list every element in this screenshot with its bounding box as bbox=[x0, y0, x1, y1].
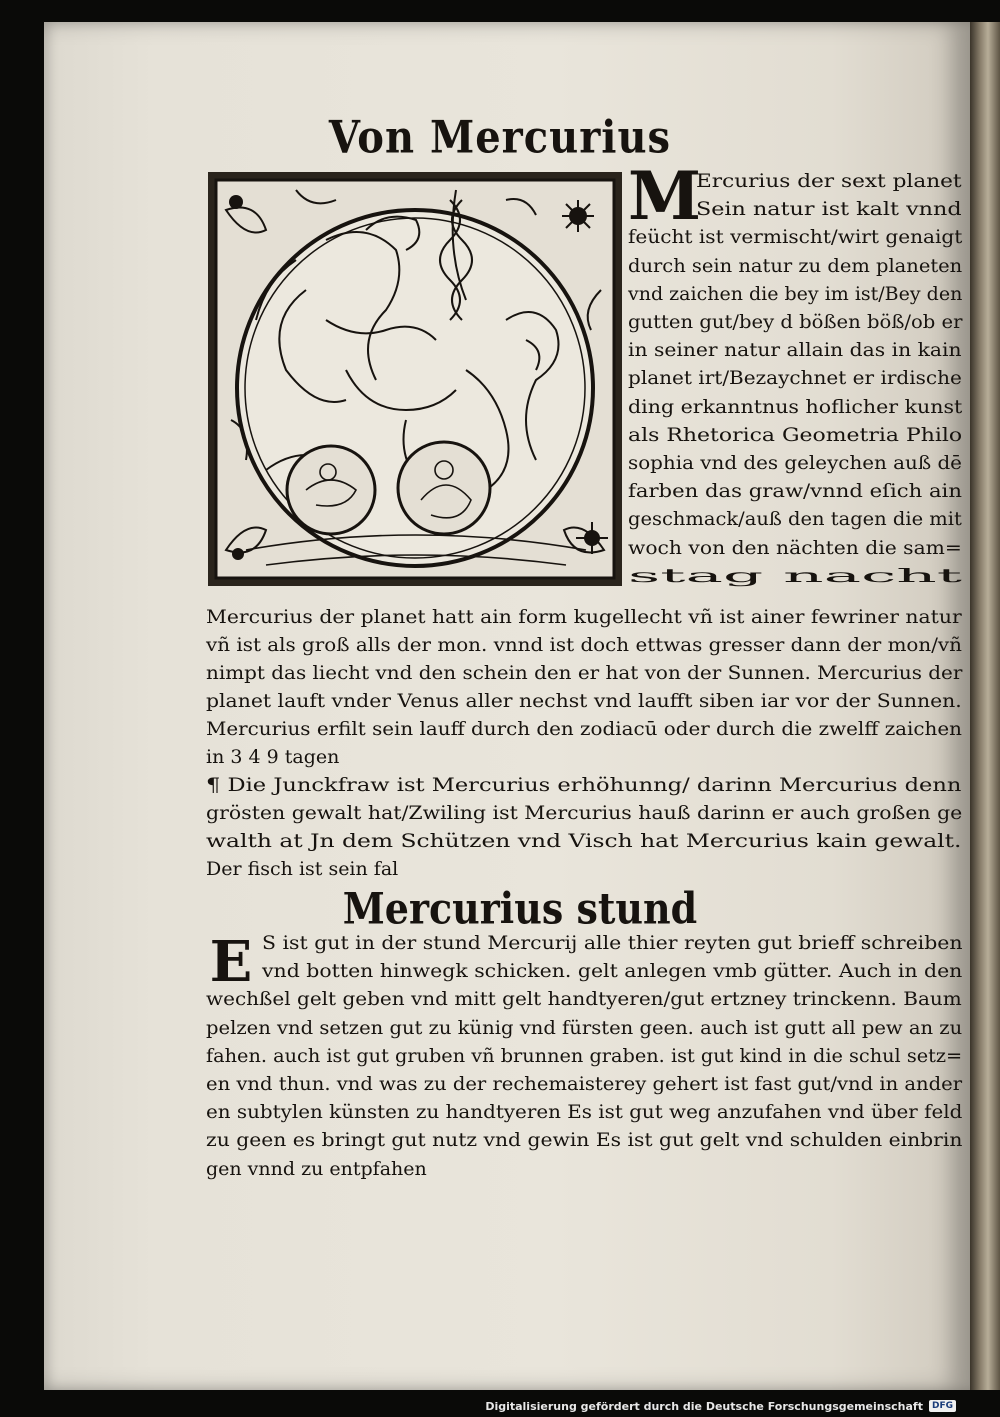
body-line-1: Mercurius der planet hatt ain form kugellecht vñ ist ainer fewriner natur bbox=[206, 606, 962, 628]
stund-line-2: vnd botten hinwegk schicken. gelt anlegen vmb gütter. Auch in den bbox=[262, 960, 963, 983]
stund-line-9: gen vnnd zu entpfahen bbox=[206, 1157, 427, 1180]
footer-credit: Digitalisierung gefördert durch die Deutsche Forschungsgemeinschaft bbox=[485, 1399, 923, 1413]
drop-cap-e: E bbox=[209, 929, 253, 995]
column-line-9: ding erkanntnus hoflicher kunst bbox=[628, 395, 963, 418]
body-line-3: nimpt das liecht vnd den schein den er hat von der Sunnen. Mercurius der bbox=[206, 662, 963, 684]
column-line-2: Sein natur ist kalt vnnd bbox=[696, 198, 962, 221]
page-edge bbox=[970, 22, 1000, 1390]
body-line-8: grösten gewalt hat/Zwiling ist Mercurius hauß darinn er auch großen ge bbox=[206, 802, 963, 824]
stund-line-8: zu geen es bringt gut nutz vnd gewin Es ist gut gelt vnd schulden einbrin bbox=[206, 1129, 963, 1152]
mercurius-woodcut bbox=[206, 170, 624, 588]
stund-line-4: pelzen vnd setzen gut zu künig vnd fürsten geen. auch ist gutt all pew an zu bbox=[206, 1016, 963, 1039]
column-line-7: in seiner natur allain das in kain bbox=[628, 339, 962, 362]
column-line-15: stag nacht bbox=[628, 564, 962, 587]
body-line-6: in 3 4 9 tagen bbox=[206, 746, 340, 768]
column-line-10: als Rhetorica Geometria Philo bbox=[628, 423, 963, 446]
stund-line-7: en subtylen künsten zu handtyeren Es ist gut weg anzufahen vnd über feld bbox=[206, 1101, 963, 1124]
body-line-9: walth at Jn dem Schützen vnd Visch hat Mercurius kain gewalt. bbox=[206, 830, 962, 852]
column-line-6: gutten gut/bey d bößen böß/ob er bbox=[628, 311, 963, 333]
column-line-1: Ercurius der sext planet bbox=[696, 170, 962, 192]
body-line-7: ¶ Die Junckfraw ist Mercurius erhöhunng/ darinn Mercurius denn bbox=[206, 774, 962, 796]
drop-cap-m: M bbox=[628, 157, 702, 235]
page-title: Von Mercurius bbox=[328, 111, 672, 164]
dfg-logo: DFG bbox=[929, 1400, 956, 1412]
column-line-3: feücht ist vermischt/wirt genaigt bbox=[628, 226, 963, 249]
column-line-14: woch von den nächten die sam= bbox=[628, 536, 962, 559]
footer bbox=[485, 1395, 956, 1417]
body-line-4: planet lauft vnder Venus aller nechst vnd laufft siben iar vor der Sunnen. bbox=[206, 690, 962, 712]
stund-line-3: wechßel gelt geben vnd mitt gelt handtyeren/gut ertzney trinckenn. Baum bbox=[206, 988, 962, 1011]
body-line-5: Mercurius erfilt sein lauff durch den zodiacū oder durch die zwelff zaichen bbox=[206, 718, 962, 740]
section-title: Mercurius stund bbox=[342, 883, 698, 934]
body-line-10: Der fisch ist sein fal bbox=[206, 858, 399, 880]
stund-line-1: S ist gut in der stund Mercurij alle thier reyten gut brieff schreiben bbox=[262, 932, 963, 954]
column-line-4: durch sein natur zu dem planeten bbox=[628, 254, 963, 277]
stund-line-6: en vnd thun. vnd was zu der rechemaisterey gehert ist fast gut/vnd in ander bbox=[206, 1073, 963, 1095]
body-line-2: vñ ist als groß alls der mon. vnnd ist doch ettwas gresser dann der mon/vñ bbox=[206, 634, 962, 656]
column-line-8: planet irt/Bezaychnet er irdische bbox=[628, 367, 962, 390]
stund-line-5: fahen. auch ist gut gruben vñ brunnen graben. ist gut kind in die schul setz= bbox=[206, 1044, 963, 1067]
column-line-11: sophia vnd des geleychen auß dē bbox=[628, 452, 962, 474]
column-line-5: vnd zaichen die bey im ist/Bey den bbox=[628, 282, 963, 305]
column-line-13: geschmack/auß den tagen die mit bbox=[628, 508, 962, 531]
column-line-12: farben das graw/vnnd eſich ain bbox=[628, 480, 962, 503]
